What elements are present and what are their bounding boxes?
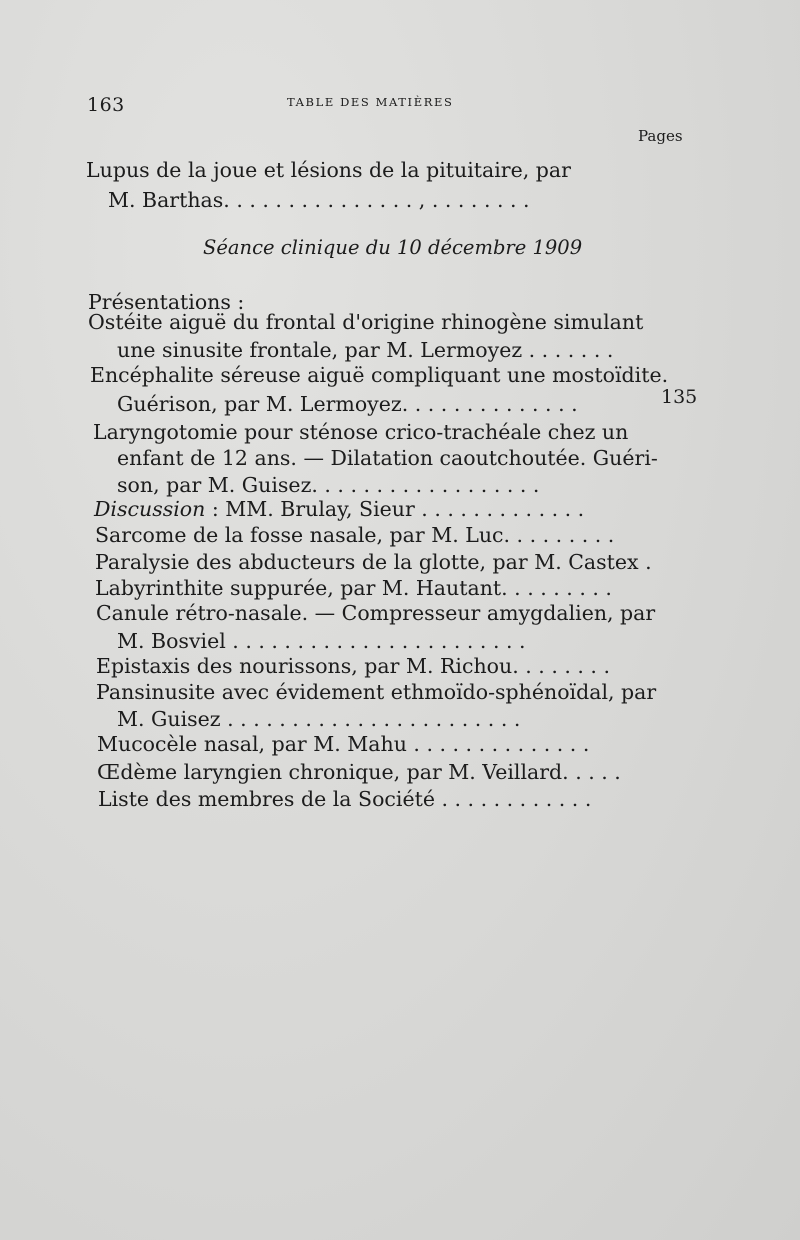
toc-entry-canule-line1: Canule rétro-nasale. — Compresseur amygdalien, par [96, 601, 656, 625]
discussion-label: Discussion [94, 497, 206, 521]
toc-entry-lupus-line1: Lupus de la joue et lésions de la pituitaire, par [86, 158, 571, 182]
toc-entry-encephalite-line2: Guérison, par M. Lermoyez. . . . . . . . . . . . . . [117, 392, 578, 416]
toc-entry-laryngotomie-line2: enfant de 12 ans. — Dilatation caoutchoutée. Guéri- [117, 446, 658, 470]
running-title: TABLE DES MATIÈRES [287, 95, 454, 109]
pages-column-label: Pages [638, 127, 683, 145]
toc-entry-sarcome: Sarcome de la fosse nasale, par M. Luc. . . . . . . . . [95, 523, 615, 547]
toc-entry-laryngotomie-line3: son, par M. Guisez. . . . . . . . . . . . . . . . . . [117, 473, 540, 497]
page-folio: 163 [87, 94, 125, 116]
toc-entry-paralysie: Paralysie des abducteurs de la glotte, par M. Castex . [95, 550, 652, 574]
toc-entry-lupus-line2: M. Barthas. . . . . . . . . . . . . . . , . . . . . . . . [108, 188, 530, 212]
toc-entry-canule-line2: M. Bosviel . . . . . . . . . . . . . . . . . . . . . . . [117, 629, 526, 653]
toc-entry-discussion [94, 499, 584, 520]
toc-entry-laryngotomie-line1: Laryngotomie pour sténose crico-trachéale chez un [93, 420, 629, 444]
toc-entry-pansinusite-line1: Pansinusite avec évidement ethmoïdo-sphénoïdal, par [96, 680, 657, 704]
toc-entry-osteite-line1: Ostéite aiguë du frontal d'origine rhinogène simulant [88, 310, 644, 334]
page-reference-number: 135 [661, 386, 698, 408]
discussion-text: : MM. Brulay, Sieur . . . . . . . . . . . . . [205, 497, 585, 521]
toc-entry-mucocele: Mucocèle nasal, par M. Mahu . . . . . . . . . . . . . . [97, 732, 590, 756]
toc-entry-osteite-line2: une sinusite frontale, par M. Lermoyez . . . . . . . [117, 338, 614, 362]
toc-entry-epistaxis: Epistaxis des nourissons, par M. Richou. . . . . . . . [96, 654, 610, 678]
toc-entry-encephalite-line1: Encéphalite séreuse aiguë compliquant une mostoïdite. [90, 363, 669, 387]
session-heading: Séance clinique du 10 décembre 1909 [203, 236, 583, 259]
presentations-label: Présentations : [88, 290, 245, 314]
toc-entry-oedeme: Œdème laryngien chronique, par M. Veillard. . . . . [97, 760, 621, 784]
toc-entry-labyrinthite: Labyrinthite suppurée, par M. Hautant. . . . . . . . . [95, 576, 612, 600]
toc-entry-pansinusite-line2: M. Guisez . . . . . . . . . . . . . . . . . . . . . . . [117, 707, 521, 731]
toc-entry-liste-membres: Liste des membres de la Société . . . . . . . . . . . . [98, 787, 592, 811]
